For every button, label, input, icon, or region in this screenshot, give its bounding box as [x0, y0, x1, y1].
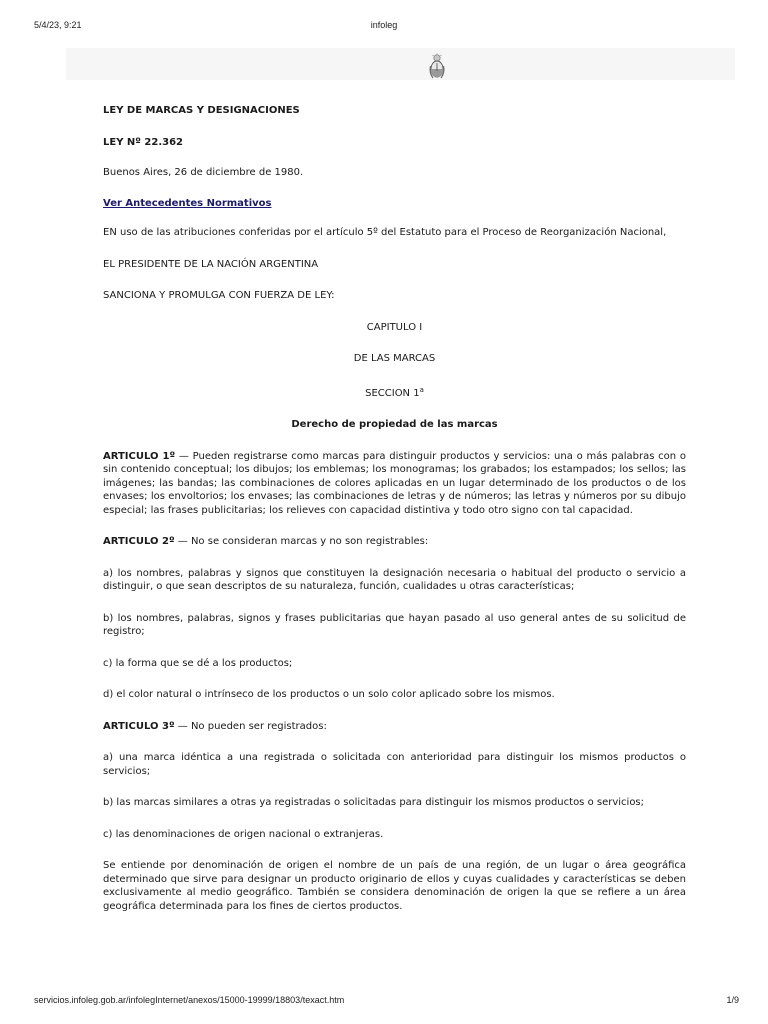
place-date: Buenos Aires, 26 de diciembre de 1980. — [103, 167, 304, 178]
article-2-label: ARTICULO 2º — [103, 536, 175, 547]
sanciona-line: SANCIONA Y PROMULGA CON FUERZA DE LEY: — [103, 290, 335, 301]
print-page-number: 1/9 — [726, 995, 739, 1005]
article-3-text: — No pueden ser registrados: — [174, 720, 327, 732]
preamble: EN uso de las atribuciones conferidas por el artículo 5º del Estatuto para el Proceso de Reorganización Nacional, — [103, 227, 667, 238]
section-label: SECCION 1 — [365, 387, 420, 399]
article-1 — [103, 450, 686, 518]
section-heading: Derecho de propiedad de las marcas — [291, 419, 498, 430]
article-2-item-c: c) la forma que se dé a los productos; — [103, 657, 293, 669]
national-coat-of-arms-icon — [427, 53, 447, 81]
print-datetime: 5/4/23, 9:21 — [34, 20, 82, 30]
print-page-title: infoleg — [370, 20, 398, 30]
section-superscript: a — [419, 385, 424, 394]
article-2-item-a: a) los nombres, palabras y signos que constituyen la designación necesaria o habitual del producto o servicio a distinguir, o que sean descriptos de su naturaleza, función, cualidades u otras características; — [103, 567, 686, 592]
article-3-item-c: c) las denominaciones de origen nacional o extranjeras. — [103, 828, 384, 840]
section-number — [103, 384, 686, 401]
article-2-item-d: d) el color natural o intrínseco de los productos o un solo color aplicado sobre los mismos. — [103, 689, 555, 700]
article-3-item-a: a) una marca idéntica a una registrada o solicitada con anterioridad para distinguir los mismos productos o servicios; — [103, 752, 686, 777]
article-3 — [103, 720, 686, 734]
article-1-label: ARTICULO 1º — [103, 450, 176, 462]
document-title: LEY DE MARCAS Y DESIGNACIONES — [103, 105, 300, 116]
site-banner — [66, 48, 735, 80]
article-3-item-b: b) las marcas similares a otras ya registradas o solicitadas para distinguir los mismos productos o servicios; — [103, 797, 645, 808]
print-url: servicios.infoleg.gob.ar/infolegInternet/anexos/15000-19999/18803/texact.htm — [34, 995, 345, 1005]
article-2-text: — No se consideran marcas y no son registrables: — [174, 536, 429, 547]
article-2 — [103, 535, 686, 549]
law-document — [103, 104, 686, 931]
article-3-label: ARTICULO 3º — [103, 720, 175, 732]
article-2-item-b: b) los nombres, palabras, signos y frases publicitarias que hayan pasado al uso general antes de su solicitud de registro; — [103, 612, 686, 637]
chapter-title: DE LAS MARCAS — [353, 353, 436, 364]
article-3-origin-definition: Se entiende por denominación de origen el nombre de un país de una región, de un lugar o área geográfica determinado que sirve para designar un producto originario de ellos y cuyas cualidades y características se deben exclusivamente al medio geográfico. También se considera denominación de origen la que se refiere a un área geográfica determinada para los fines de ciertos productos. — [103, 860, 686, 912]
law-number: LEY Nº 22.362 — [103, 136, 184, 148]
antecedentes-link[interactable]: Ver Antecedentes Normativos — [103, 197, 272, 209]
article-1-text: — Pueden registrarse como marcas para distinguir productos y servicios: una o más palabras con o sin contenido conceptual; los dibujos; los emblemas; los monogramas; los grabados; los estampados; los sellos; las imágenes; las bandas; las combinaciones de colores aplicadas en un lugar determinado de los productos o de los envases; los envoltorios; los envases; las combinaciones de letras y de números; las letras y números por su dibujo especial; las frases publicitarias; los relieves con capacidad distintiva y todo otro signo con tal capacidad. — [103, 450, 686, 516]
president-line: EL PRESIDENTE DE LA NACIÓN ARGENTINA — [103, 258, 319, 270]
chapter-number: CAPITULO I — [366, 321, 423, 333]
